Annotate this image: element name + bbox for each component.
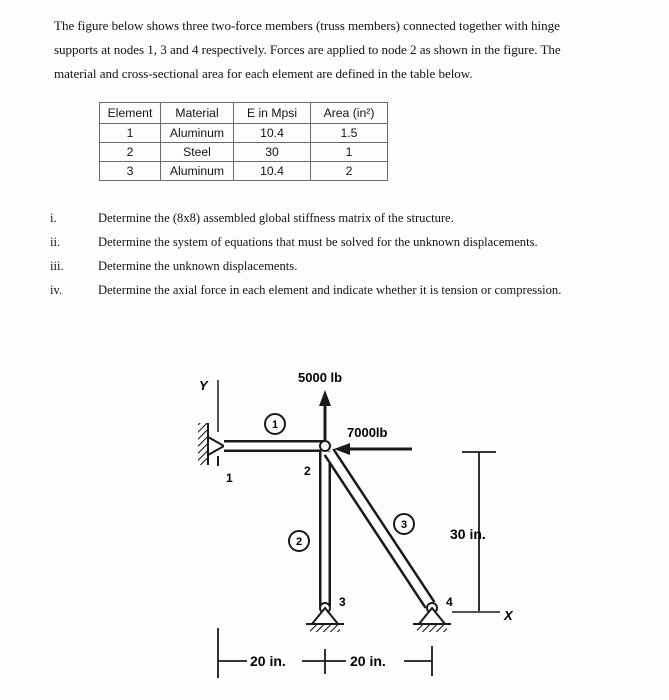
cell-modulus: 30 <box>234 143 311 162</box>
node-4-label: 4 <box>446 595 453 609</box>
pin-support-4 <box>419 608 445 624</box>
cell-material: Aluminum <box>161 124 234 143</box>
ground-hatch-3 <box>310 624 340 632</box>
intro-line-3: material and cross-sectional area for each element are defined in the table below. <box>54 66 473 81</box>
node-3-label: 3 <box>339 595 346 609</box>
cell-modulus: 10.4 <box>234 124 311 143</box>
task-text: Determine the (8x8) assembled global stiffness matrix of the structure. <box>98 211 454 225</box>
cell-material: Aluminum <box>161 162 234 181</box>
cell-material: Steel <box>161 143 234 162</box>
width-dim-right-label: 20 in. <box>350 653 386 669</box>
task-number: iv. <box>50 283 63 297</box>
height-dim-label: 30 in. <box>450 526 486 542</box>
task-text: Determine the unknown displacements. <box>98 259 298 273</box>
task-number: ii. <box>50 235 61 249</box>
cell-element: 3 <box>100 162 161 181</box>
horizontal-load-label: 7000lb <box>347 425 388 440</box>
cell-modulus: 10.4 <box>234 162 311 181</box>
x-axis-label: X <box>504 608 513 623</box>
pin-support-3 <box>312 608 338 624</box>
element-1-label: 1 <box>271 419 279 431</box>
intro-line-1: The figure below shows three two-force members (truss members) connected together with hinge <box>54 18 560 33</box>
cell-area: 1 <box>311 143 388 162</box>
cell-element: 1 <box>100 124 161 143</box>
col-header-element: Element <box>100 103 161 124</box>
task-text: Determine the axial force in each element and indicate whether it is tension or compression. <box>98 283 562 297</box>
vertical-load-label: 5000 lb <box>298 370 343 385</box>
y-axis-label: Y <box>199 378 208 393</box>
col-header-material: Material <box>161 103 234 124</box>
cell-area: 2 <box>311 162 388 181</box>
node-1-label: 1 <box>226 471 233 485</box>
vertical-load-arrowhead <box>319 390 331 406</box>
element-3-label: 3 <box>400 519 408 531</box>
element-3-fill <box>329 452 430 605</box>
wall-support-hatch <box>198 423 208 465</box>
width-dim-left-label: 20 in. <box>250 653 286 669</box>
ground-hatch-4 <box>417 624 447 632</box>
intro-line-2: supports at nodes 1, 3 and 4 respectively. Forces are applied to node 2 as shown in the figure. The <box>54 42 561 57</box>
cell-area: 1.5 <box>311 124 388 143</box>
pin-support-1 <box>208 437 224 455</box>
col-header-area: Area (in²) <box>311 103 388 124</box>
element-2-label: 2 <box>295 536 303 548</box>
task-text: Determine the system of equations that must be solved for the unknown displacements. <box>98 235 538 249</box>
node-2-label: 2 <box>304 464 311 478</box>
node-2-hinge <box>320 441 330 451</box>
cell-element: 2 <box>100 143 161 162</box>
task-number: iii. <box>50 259 64 273</box>
col-header-modulus: E in Mpsi <box>234 103 311 124</box>
task-number: i. <box>50 211 57 225</box>
